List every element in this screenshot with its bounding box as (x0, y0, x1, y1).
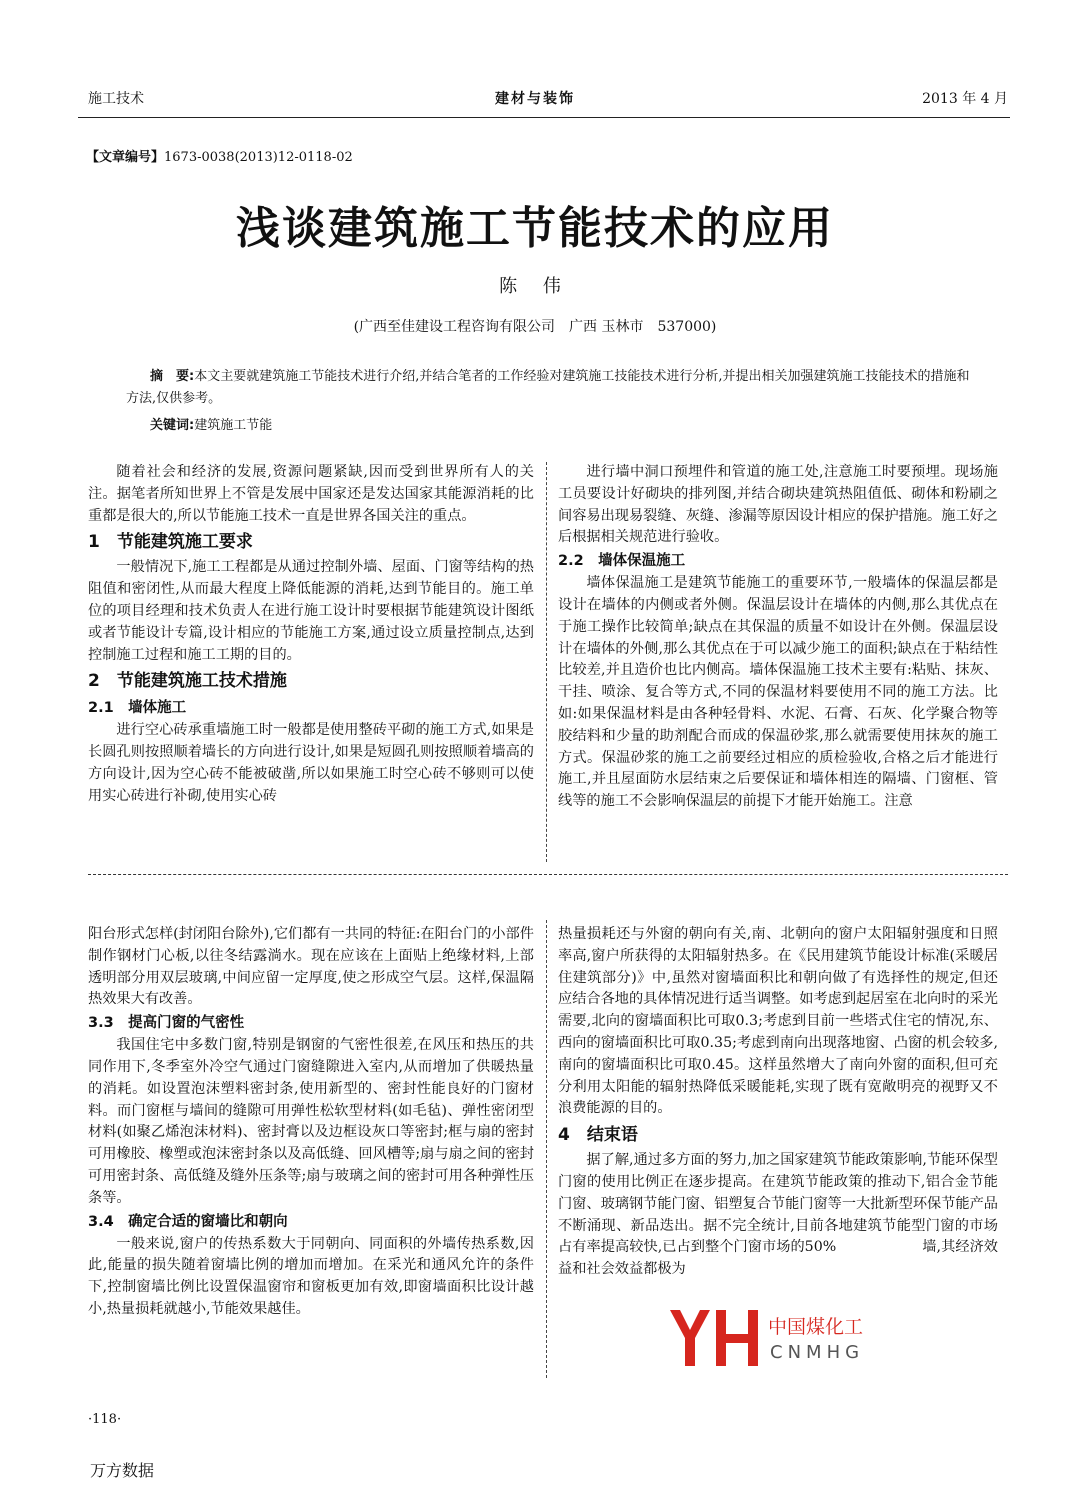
page-split-divider (88, 874, 1008, 875)
paragraph: 进行墙中洞口预埋件和管道的施工处,注意施工时要预埋。现场施工员要设计好砌块的排列图,并结合砌块建筑热阻值低、砌体和粉刷之间容易出现易裂缝、灰缝、渗漏等原因设计相应的保护措施。施工好之后根据相关规范进行验收。 (558, 464, 998, 546)
upper-right-column (558, 462, 998, 813)
article-title: 浅谈建筑施工节能技术的应用 (236, 203, 834, 254)
upper-left-column (88, 462, 534, 808)
watermark-logo-icon (668, 1306, 760, 1370)
lower-left-column (88, 924, 534, 1321)
subsection-heading-2-2: 2.2 墙体保温施工 (558, 553, 686, 570)
paragraph: 一般来说,窗户的传热系数大于同朝向、同面积的外墙传热系数,因此,能量的损失随着窗墙比例的增加而增加。在采光和通风允许的条件下,控制窗墙比例比设置保温窗帘和窗板更加有效,即窗墙面积比设计越小,热量损耗就越小,节能效果越佳。 (88, 1235, 534, 1317)
running-header-section: 施工技术 (88, 91, 144, 107)
page-number: ·118· (88, 1412, 122, 1427)
running-header-journal: 建材与装饰 (495, 91, 575, 107)
paragraph: 随着社会和经济的发展,资源问题紧缺,因而受到世界所有人的关注。据笔者所知世界上不管是发展中国家还是发达国家其能源消耗的比重都是很大的,所以节能施工技术一直是世界各国关注的重点。 (88, 464, 534, 524)
paragraph: 据了解,通过多方面的努力,加之国家建筑节能政策影响,节能环保型门窗的使用比例正在逐步提高。在建筑节能政策的推动下,铝合金节能门窗、玻璃钢节能门窗、铝塑复合节能门窗等一大批新型环保节能产品不断涌现、新品迭出。据不完全统计,目前各地建筑节能型门窗的市场占有率提高较快,已占到整个门窗市场的50% 墙,其经济效益和社会效益都极为 (558, 1152, 998, 1278)
section-heading-1: 1 节能建筑施工要求 (88, 532, 253, 553)
section-heading-4: 4 结束语 (558, 1125, 638, 1146)
section-heading-2: 2 节能建筑施工技术措施 (88, 671, 287, 692)
source-label: 万方数据 (90, 1461, 155, 1480)
article-number: 【文章编号】1673-0038(2013)12-0118-02 (86, 150, 353, 165)
column-divider (546, 920, 547, 1378)
abstract: 摘 要:本文主要就建筑施工节能技术进行介绍,并结合笔者的工作经验对建筑施工技能技术进行分析,并提出相关加强建筑施工技能技术的措施和方法,仅供参考。 (126, 369, 970, 406)
article-author: 陈 伟 (499, 276, 571, 297)
header-rule (78, 117, 1010, 118)
column-divider (546, 462, 547, 862)
paragraph: 阳台形式怎样(封闭阳台除外),它们都有一共同的特征:在阳台门的小部件制作钢材门心板,以往冬结露淌水。现在应该在上面贴上绝缘材料,上部透明部分用双层玻璃,中间应留一定厚度,使之形成空气层。这样,保温隔热效果大有改善。 (88, 926, 534, 1008)
paragraph: 墙体保温施工是建筑节能施工的重要环节,一般墙体的保温层都是设计在墙体的内侧或者外侧。保温层设计在墙体的内侧,那么其优点在于施工操作比较简单;缺点在其保温的质量不如设计在外侧。保温层设计在墙体的外侧,那么其优点在于可以减少施工的面积;缺点在于粘结性比较差,并且造价也比内侧高。墙体保温施工技术主要有:粘贴、抹灰、干挂、喷涂、复合等方式,不同的保温材料要使用不同的施工方法。比如:如果保温材料是由各种轻骨料、水泥、石膏、石灰、化学聚合物等胶结料和少量的助剂配合而成的保温砂浆,那么就需要使用抹灰的施工方式。保温砂浆的施工之前要经过相应的质检验收,合格之后才能进行施工,并且屋面防水层结束之后要保证和墙体相连的隔墙、门窗框、管线等的施工不会影响保温层的前提下才能开始施工。注意 (558, 575, 998, 810)
author-affiliation: (广西至佳建设工程咨询有限公司 广西 玉林市 537000) (353, 319, 717, 335)
paragraph: 我国住宅中多数门窗,特别是钢窗的气密性很差,在风压和热压的共同作用下,冬季室外冷空气通过门窗缝隙进入室内,从而增加了供暖热量的消耗。如设置泡沫塑料密封条,使用新型的、密封性能良好的门窗材料。而门窗框与墙间的缝隙可用弹性松软型材料(如毛毡)、弹性密闭型材料(如聚乙烯泡沫材料)、密封膏以及边框设灰口等密封;框与扇的密封可用橡胶、橡塑或泡沫密封条以及高低缝、回风槽等;扇与扇之间的密封可用密封条、高低缝及缝外压条等;扇与玻璃之间的密封可用各种弹性压条等。 (88, 1037, 534, 1206)
watermark (668, 1306, 878, 1370)
running-header-date: 2013 年 4 月 (922, 91, 1008, 107)
paragraph: 一般情况下,施工工程都是从通过控制外墙、屋面、门窗等结构的热阻值和密闭性,从而最大程度上降低能源的消耗,达到节能目的。施工单位的项目经理和技术负责人在进行施工设计时要根据节能建筑设计图纸或者节能设计专篇,设计相应的节能施工方案,通过设立质量控制点,达到控制施工过程和施工工期的目的。 (88, 559, 534, 663)
paragraph: 进行空心砖承重墙施工时一般都是使用整砖平砌的施工方式,如果是长圆孔则按照顺着墙长的方向进行设计,如果是短圆孔则按照顺着墙高的方向设计,因为空心砖不能被破凿,所以如果施工时空心砖不够则可以使用实心砖进行补砌,使用实心砖 (88, 722, 534, 804)
keywords: 关键词:建筑施工节能 (150, 418, 273, 433)
subsection-heading-3-4: 3.4 确定合适的窗墙比和朝向 (88, 1213, 288, 1230)
lower-right-column (558, 924, 998, 1281)
watermark-cn-text: 中国煤化工 (768, 1316, 864, 1338)
subsection-heading-3-3: 3.3 提高门窗的气密性 (88, 1015, 245, 1032)
paragraph: 热量损耗还与外窗的朝向有关,南、北朝向的窗户太阳辐射强度和日照率高,窗户所获得的太阳辐射热多。在《民用建筑节能设计标准(采暖居住建筑部分)》中,虽然对窗墙面积比和朝向做了有选择性的规定,但还应结合各地的具体情况进行适当调整。如考虑到起居室在北向时的采光需要,北向的窗墙面积比可取0.3;考虑到目前一些塔式住宅的情况,东、西向的窗墙面积比可取0.35;考虑到南向出现落地窗、凸窗的机会较多,南向的窗墙面积比可取0.45。这样虽然增大了南向外窗的面积,但可充分利用太阳能的辐射热降低采暖能耗,实现了既有宽敞明亮的视野又不浪费能源的目的。 (558, 926, 998, 1117)
watermark-en-text: CNMHG (770, 1342, 865, 1363)
subsection-heading-2-1: 2.1 墙体施工 (88, 700, 187, 717)
